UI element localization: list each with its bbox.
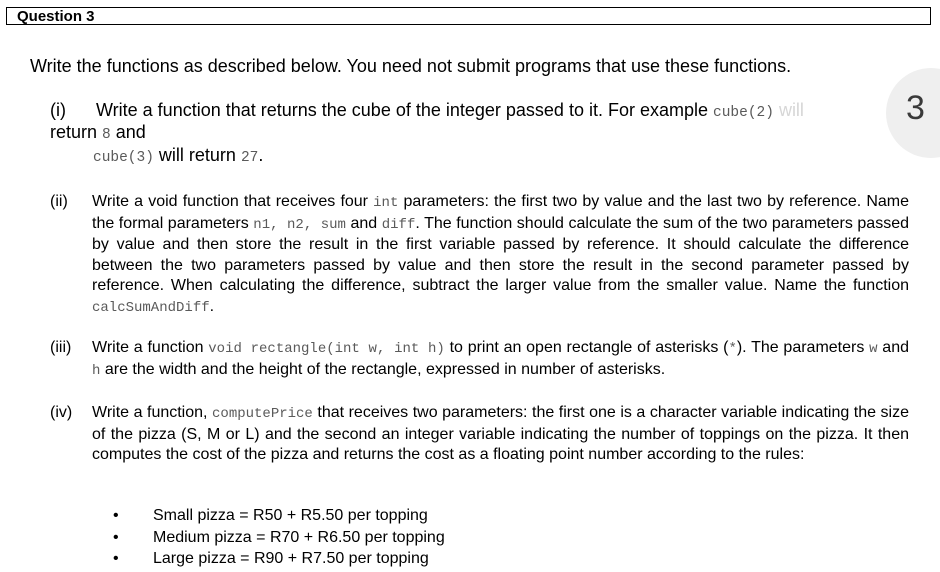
- item-ii-text: .: [209, 297, 215, 315]
- item-iv-body: [92, 403, 909, 466]
- item-i-line3: [93, 144, 263, 169]
- item-ii-text: parameters: the first two by value and the last two by reference. Name the formal parameters: [92, 193, 909, 232]
- item-iii-marker: (iii): [50, 339, 72, 356]
- bullet-icon: •: [113, 550, 119, 567]
- item-iv-text: that receives two parameters: the first one is a character variable indicating the size of the pizza (S, M or L) and the second an integer variable indicating the number of toppings on the pizza. It then computes the cost of the pizza and returns the cost as a floating point number according to the rules:: [92, 404, 909, 463]
- item-iv-text: Write a function,: [92, 404, 213, 421]
- item-ii-code: n1, n2, sum: [253, 216, 346, 233]
- item-iv-code: computePrice: [212, 406, 313, 422]
- item-i-marker: (i): [50, 100, 66, 120]
- item-ii-text: and: [345, 214, 382, 232]
- item-ii-code: calcSumAndDiff: [92, 299, 210, 316]
- item-i-line1: [50, 99, 804, 124]
- item-ii-code: diff: [381, 216, 416, 233]
- item-iii-text: to print an open rectangle of asterisks (: [444, 339, 729, 356]
- item-i-faded: will: [773, 100, 804, 120]
- item-i-line2: [50, 121, 146, 146]
- pricing-rule-medium: Medium pizza = R70 + R6.50 per topping: [153, 528, 445, 546]
- page-badge: [886, 68, 940, 158]
- item-i-text-d: will return: [153, 145, 241, 165]
- item-i-text-c: and: [110, 122, 146, 142]
- item-iii-text: ). The parameters: [736, 339, 870, 356]
- item-iv-marker: (iv): [50, 404, 73, 421]
- item-iii-text: Write a function: [92, 339, 209, 356]
- bullet-icon: •: [113, 528, 119, 546]
- item-i-code-a: cube(2): [713, 105, 774, 121]
- item-ii-body: [92, 192, 909, 318]
- pricing-rule-large: Large pizza = R90 + R7.50 per topping: [153, 550, 429, 567]
- item-iii-code: h: [92, 362, 101, 379]
- item-i-text-a: Write a function that returns the cube of the integer passed to it. For example: [96, 100, 714, 120]
- intro-text: Write the functions as described below. You need not submit programs that use these functions.: [30, 56, 792, 76]
- item-iii-text: are the width and the height of the rectangle, expressed in number of asterisks.: [100, 360, 666, 378]
- item-iii-code: w: [869, 341, 878, 357]
- item-iii-code: void rectangle(int w, int h): [208, 341, 445, 357]
- bullet-icon: •: [113, 507, 119, 524]
- item-i-text-b: return: [50, 122, 103, 142]
- item-i-code-d: 27: [240, 150, 259, 166]
- item-iii-text: and: [877, 339, 909, 356]
- item-ii-text: . The function should calculate the sum of the two parameters passed by value and then store the result in the first variable passed by reference. It should calculate the difference between the two parameters passed by value and then store the result in the second parameter passed by reference. When calculating the difference, subtract the larger value from the smaller value. Name the function: [92, 214, 910, 294]
- item-ii-marker: (ii): [50, 193, 68, 210]
- item-iii-body: [92, 338, 909, 381]
- item-i-code-b: 8: [102, 127, 111, 143]
- item-ii-code: int: [373, 195, 399, 211]
- pricing-rule-small: Small pizza = R50 + R5.50 per topping: [153, 507, 428, 524]
- page-badge-number: 3: [906, 89, 925, 127]
- question-title: Question 3: [17, 8, 95, 25]
- item-i-text-e: .: [258, 145, 264, 165]
- question-header: [6, 7, 931, 25]
- item-iii-code: *: [728, 341, 737, 357]
- item-ii-text: Write a void function that receives four: [92, 193, 374, 210]
- item-i-code-c: cube(3): [93, 150, 154, 166]
